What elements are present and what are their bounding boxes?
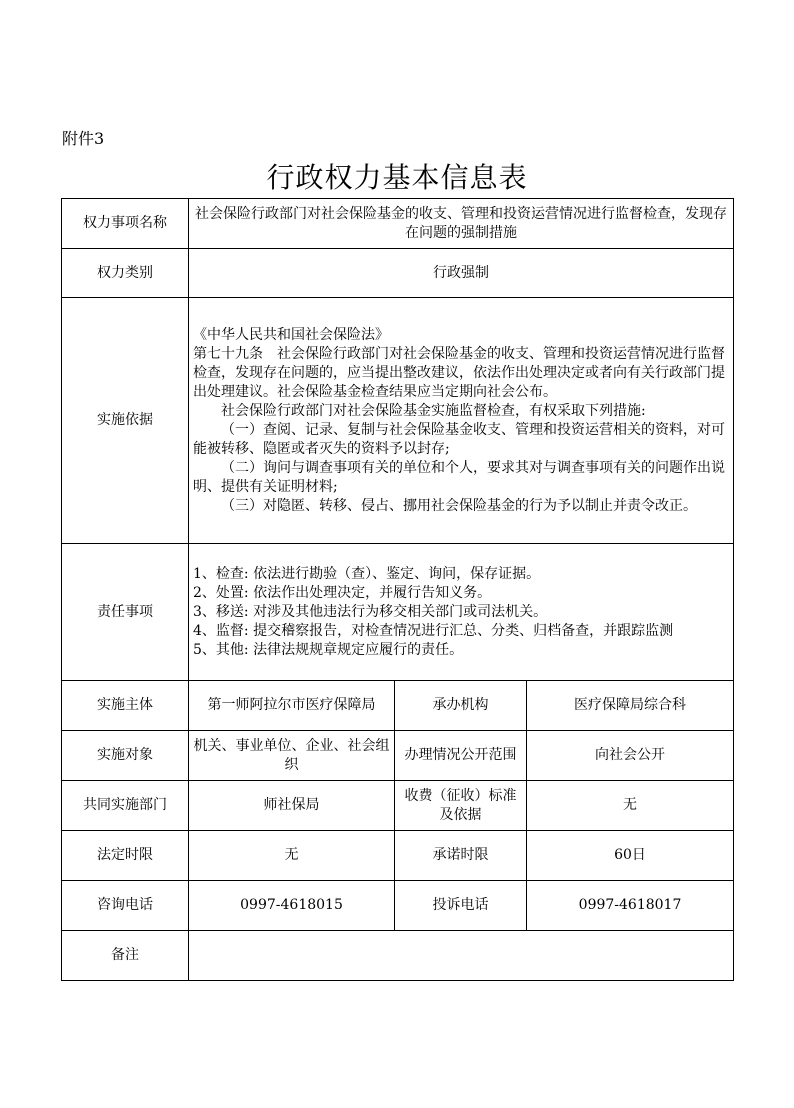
row-name	[62, 199, 734, 249]
basis-measure-3: （三）对隐匿、转移、侵占、挪用社会保险基金的行为予以制止并责令改正。	[221, 497, 697, 514]
basis-measures-intro: 社会保险行政部门对社会保险基金实施监督检查，有权采取下列措施:	[221, 402, 646, 419]
responsibility-item: 1、检查: 依法进行勘验（查）、鉴定、询问，保存证据。	[193, 565, 541, 582]
responsibility-item: 2、处置: 依法作出处理决定，并履行告知义务。	[193, 584, 492, 601]
label-remark: 备注	[62, 931, 189, 981]
value-legal-time-limit: 无	[189, 831, 395, 881]
value-remark	[189, 931, 734, 981]
value-subject: 第一师阿拉尔市医疗保障局	[189, 681, 395, 731]
row-remark	[62, 931, 734, 981]
label-subject: 实施主体	[62, 681, 189, 731]
info-table	[61, 198, 734, 981]
value-joint-department: 师社保局	[189, 781, 395, 831]
value-target: 机关、事业单位、企业、社会组织	[189, 731, 395, 781]
row-subject	[62, 681, 734, 731]
value-disclosure-scope: 向社会公开	[527, 731, 734, 781]
value-category: 行政强制	[189, 249, 734, 298]
value-handling-agency: 医疗保障局综合科	[527, 681, 734, 731]
basis-measure-1: （一）查阅、记录、复制与社会保险基金收支、管理和投资运营相关的资料，对可能被转移、隐匿或者灭失的资料予以封存;	[193, 421, 725, 457]
value-complaint-phone: 0997-4618017	[527, 881, 734, 931]
row-time-limit	[62, 831, 734, 881]
attachment-label: 附件3	[62, 129, 105, 148]
value-promised-time-limit: 60日	[527, 831, 734, 881]
value-consult-phone: 0997-4618015	[189, 881, 395, 931]
row-basis	[62, 298, 734, 544]
label-consult-phone: 咨询电话	[62, 881, 189, 931]
label-name: 权力事项名称	[62, 199, 189, 249]
label-joint-department: 共同实施部门	[62, 781, 189, 831]
label-basis: 实施依据	[62, 298, 189, 544]
label-promised-time-limit: 承诺时限	[395, 831, 527, 881]
row-target	[62, 731, 734, 781]
label-responsibility: 责任事项	[62, 544, 189, 681]
responsibility-item: 4、监督: 提交稽察报告，对检查情况进行汇总、分类、归档备查，并跟踪监测	[193, 622, 674, 639]
row-responsibility	[62, 544, 734, 681]
basis-article: 第七十九条 社会保险行政部门对社会保险基金的收支、管理和投资运营情况进行监督检查，发现存在问题的，应当提出整改建议，依法作出处理决定或者向有关行政部门提出处理建议。社会保险基金检查结果应当定期向社会公布。	[193, 345, 725, 400]
value-basis	[189, 298, 734, 544]
label-handling-agency: 承办机构	[395, 681, 527, 731]
row-category	[62, 249, 734, 298]
page-title: 行政权力基本信息表	[266, 161, 528, 194]
label-category: 权力类别	[62, 249, 189, 298]
value-responsibility	[189, 544, 734, 681]
row-joint	[62, 781, 734, 831]
responsibility-item: 5、其他: 法律法规规章规定应履行的责任。	[193, 641, 464, 658]
label-legal-time-limit: 法定时限	[62, 831, 189, 881]
label-disclosure-scope: 办理情况公开范围	[395, 731, 527, 781]
label-fee-standard: 收费（征收）标准及依据	[395, 781, 527, 831]
label-complaint-phone: 投诉电话	[395, 881, 527, 931]
basis-law-title: 《中华人民共和国社会保险法》	[193, 326, 389, 343]
value-name: 社会保险行政部门对社会保险基金的收支、管理和投资运营情况进行监督检查，发现存在问题的强制措施	[189, 199, 734, 249]
value-fee-standard: 无	[527, 781, 734, 831]
responsibility-item: 3、移送: 对涉及其他违法行为移交相关部门或司法机关。	[193, 603, 548, 620]
row-phone	[62, 881, 734, 931]
basis-measure-2: （二）询问与调查事项有关的单位和个人，要求其对与调查事项有关的问题作出说明、提供有关证明材料;	[193, 459, 725, 495]
label-target: 实施对象	[62, 731, 189, 781]
